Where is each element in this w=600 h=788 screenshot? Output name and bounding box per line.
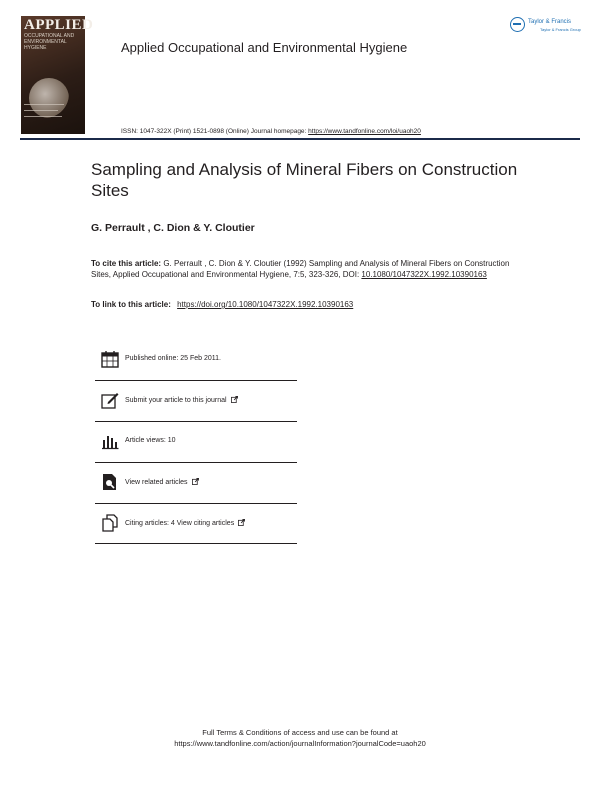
item-divider bbox=[95, 543, 297, 544]
published-online-text: Published online: 25 Feb 2011. bbox=[125, 355, 221, 362]
cover-line bbox=[24, 110, 58, 111]
search-document-icon bbox=[101, 473, 119, 491]
journal-title: Applied Occupational and Environmental Hygiene bbox=[121, 40, 408, 55]
journal-homepage-link[interactable]: https://www.tandfonline.com/loi/uaoh20 bbox=[308, 128, 421, 135]
item-divider bbox=[95, 462, 297, 463]
article-views-text: Article views: 10 bbox=[125, 437, 176, 444]
related-articles-label: View related articles bbox=[125, 479, 188, 486]
submit-article-link[interactable] bbox=[125, 396, 238, 404]
journal-cover-image bbox=[21, 16, 94, 134]
related-articles-item[interactable] bbox=[95, 465, 297, 501]
cover-subtitle: OCCUPATIONAL AND ENVIRONMENTAL HYGIENE bbox=[24, 33, 75, 51]
article-title: Sampling and Analysis of Mineral Fibers on Construction Sites bbox=[91, 160, 518, 200]
cover-line bbox=[24, 116, 62, 117]
publisher-logo-icon bbox=[510, 17, 525, 32]
submit-article-label: Submit your article to this journal bbox=[125, 397, 227, 404]
cover-graphic bbox=[29, 78, 69, 118]
publisher-logo-text: Taylor & Francis bbox=[528, 19, 572, 25]
external-link-icon bbox=[238, 519, 245, 526]
submit-article-item[interactable] bbox=[95, 383, 297, 419]
cover-line bbox=[24, 104, 64, 105]
footer-terms-link[interactable]: https://www.tandfonline.com/action/journalInformation?journalCode=uaoh20 bbox=[174, 739, 426, 748]
bar-chart-icon bbox=[101, 432, 119, 450]
external-link-icon bbox=[231, 396, 238, 403]
external-link-icon bbox=[192, 478, 199, 485]
citing-documents-icon bbox=[101, 514, 119, 532]
footer-terms-text: Full Terms & Conditions of access and use can be found at bbox=[202, 728, 398, 737]
issn-line bbox=[121, 128, 421, 135]
issn-text: ISSN: 1047-322X (Print) 1521-0898 (Online) Journal homepage: bbox=[121, 128, 307, 135]
item-divider bbox=[95, 503, 297, 504]
edit-icon bbox=[101, 391, 119, 409]
article-link-line bbox=[91, 300, 353, 309]
calendar-icon bbox=[101, 350, 119, 368]
citing-articles-item[interactable] bbox=[95, 506, 297, 542]
related-articles-link[interactable] bbox=[125, 478, 199, 486]
publisher-logo[interactable] bbox=[510, 17, 585, 37]
citing-articles-link[interactable] bbox=[125, 519, 245, 527]
footer bbox=[0, 727, 600, 749]
cite-text: G. Perrault , C. Dion & Y. Cloutier (1992) Sampling and Analysis of Mineral Fibers on Construction Sites, Applied Occupational and Environmental Hygiene, 7:5, 323-326, DOI: bbox=[91, 259, 510, 279]
citation-block bbox=[91, 258, 521, 280]
cite-label: To cite this article: bbox=[91, 259, 162, 268]
header-divider bbox=[20, 138, 580, 140]
published-online-item bbox=[95, 342, 297, 378]
article-doi-url[interactable]: https://doi.org/10.1080/1047322X.1992.10390163 bbox=[177, 300, 354, 309]
article-authors: G. Perrault , C. Dion & Y. Cloutier bbox=[91, 222, 255, 234]
item-divider bbox=[95, 421, 297, 422]
cite-doi-link[interactable]: 10.1080/1047322X.1992.10390163 bbox=[361, 270, 487, 279]
item-divider bbox=[95, 380, 297, 381]
article-views-item bbox=[95, 424, 297, 460]
link-label: To link to this article: bbox=[91, 300, 171, 309]
cover-title: APPLIED bbox=[24, 17, 94, 33]
publisher-logo-subtext: Taylor & Francis Group bbox=[540, 27, 581, 32]
citing-articles-label: Citing articles: 4 View citing articles bbox=[125, 520, 235, 527]
